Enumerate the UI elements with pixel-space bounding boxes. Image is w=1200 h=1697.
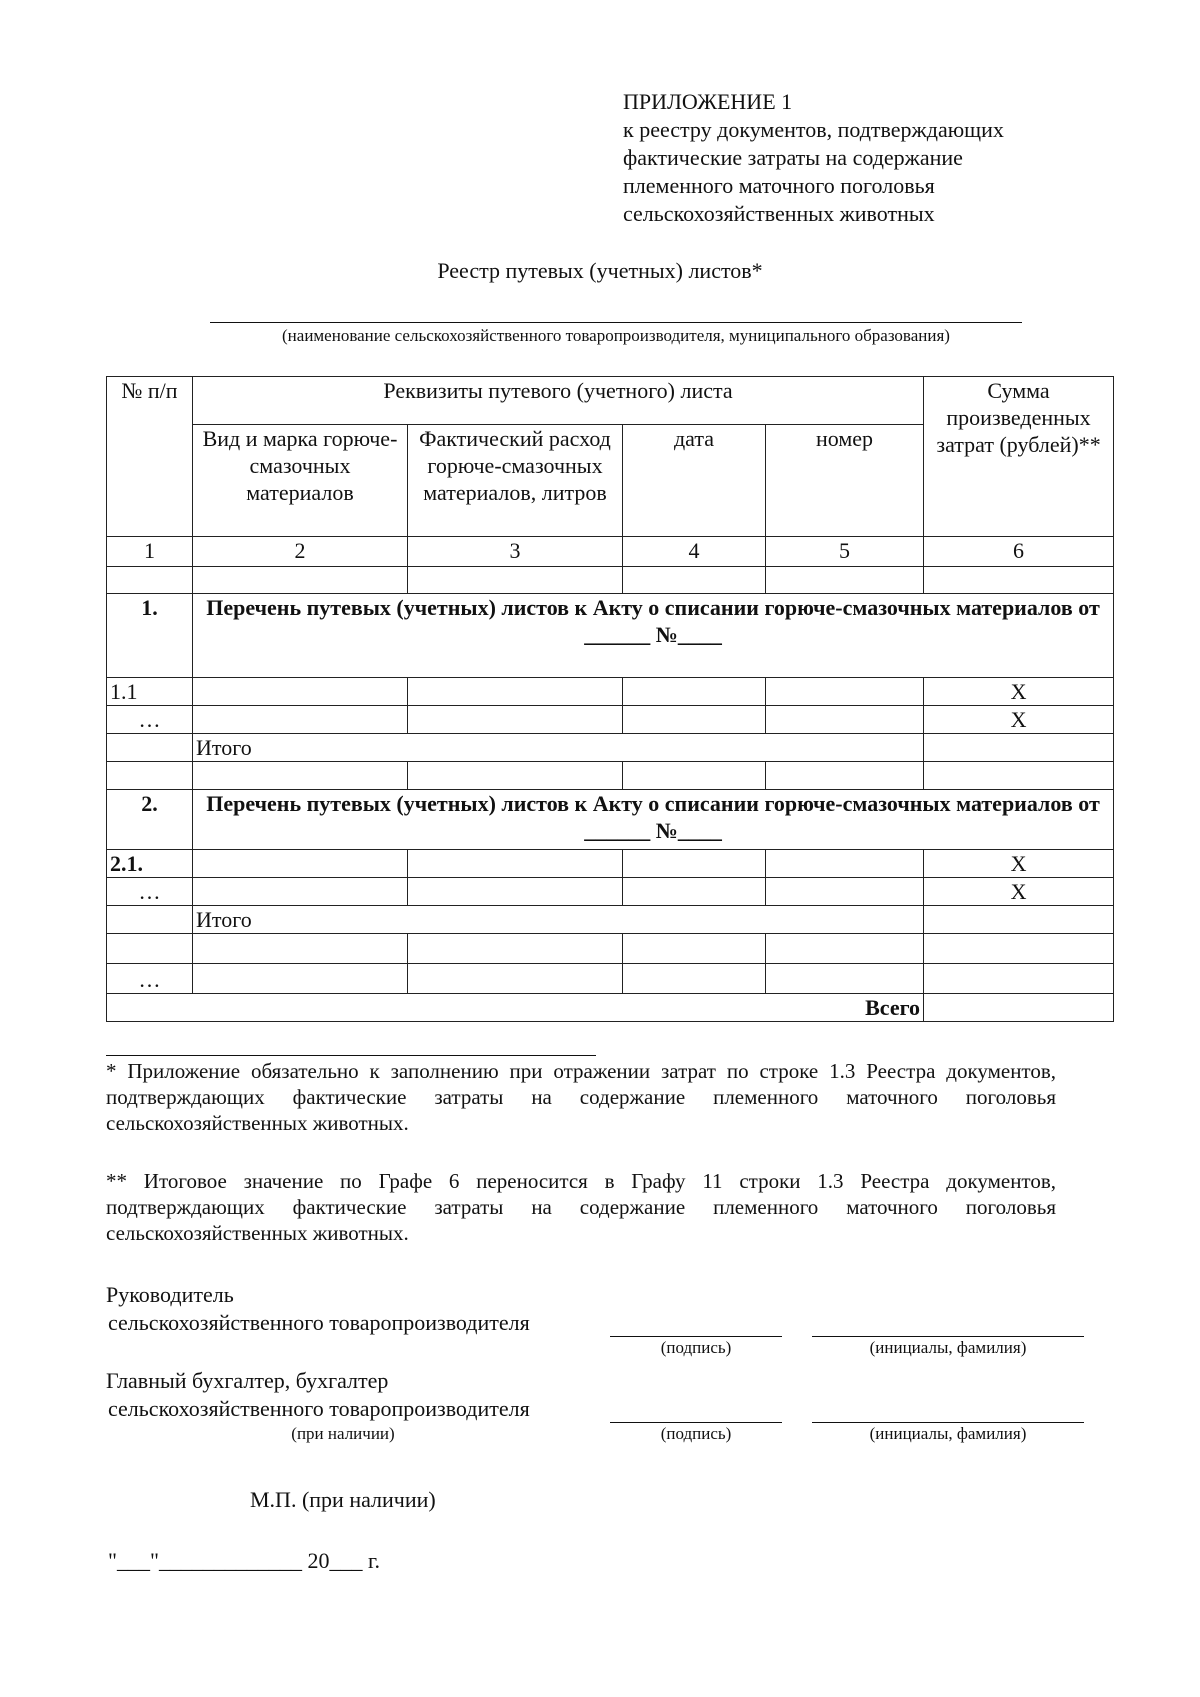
document-title: Реестр путевых (учетных) листов* [437, 258, 763, 283]
row-num: … [107, 964, 193, 994]
header-fuel-consumption: Фактический расход горюче-смазочных материалов, литров [408, 425, 623, 537]
head-name-caption: (инициалы, фамилия) [869, 1338, 1027, 1357]
table-row [107, 878, 1114, 906]
footnote-1: * Приложение обязательно к заполнению при отражении затрат по строке 1.3 Реестра документов, подтверждающих фактические затраты на содержание племенного маточного поголовья сельскохозяйственных животных. [106, 1059, 1056, 1135]
head-org-label: сельскохозяйственного товаропроизводителя [108, 1310, 530, 1335]
date-line: "___"_____________ 20___ г. [108, 1548, 381, 1573]
x-mark: Х [924, 878, 1114, 906]
stamp-placeholder: М.П. (при наличии) [250, 1487, 436, 1512]
subtotal-row [107, 906, 1114, 934]
header-sum: Сумма произведенных затрат (рублей)** [924, 377, 1114, 537]
subtotal-label: Итого [193, 734, 924, 762]
row-num: 2.1. [107, 850, 193, 878]
col-num-1: 1 [107, 537, 193, 567]
accountant-signature-line [610, 1422, 782, 1423]
row-num: … [107, 878, 193, 906]
annex-line: фактические затраты на содержание [623, 145, 963, 170]
accountant-org-label: сельскохозяйственного товаропроизводителя [108, 1396, 530, 1421]
accountant-name-line [812, 1422, 1084, 1423]
row-num: 1.1 [107, 678, 193, 706]
section-1-row [107, 594, 1114, 678]
section-2-row [107, 790, 1114, 850]
x-mark: Х [924, 706, 1114, 734]
row-num: … [107, 706, 193, 734]
annex-line: племенного маточного поголовья [623, 173, 935, 198]
table-row [107, 706, 1114, 734]
head-label: Руководитель [106, 1282, 234, 1307]
annex-header [623, 88, 1103, 228]
x-mark: Х [924, 850, 1114, 878]
section-2-title: Перечень путевых (учетных) листов к Акту о списании горюче-смазочных материалов от ______ №____ [193, 790, 1114, 850]
table-row [107, 567, 1114, 594]
accountant-note: (при наличии) [291, 1424, 395, 1443]
accountant-name-caption: (инициалы, фамилия) [869, 1424, 1027, 1443]
annex-line: к реестру документов, подтверждающих [623, 117, 1004, 142]
grand-total-label: Всего [107, 994, 924, 1022]
accountant-signature-caption: (подпись) [660, 1424, 732, 1443]
header-date: дата [623, 425, 766, 537]
annex-title: ПРИЛОЖЕНИЕ 1 [623, 89, 793, 114]
section-1-num: 1. [107, 594, 193, 678]
register-table [106, 376, 1114, 1022]
table-row [107, 850, 1114, 878]
grand-total-row [107, 994, 1114, 1022]
table-row [107, 762, 1114, 790]
accountant-label: Главный бухгалтер, бухгалтер [106, 1368, 389, 1393]
col-num-2: 2 [193, 537, 408, 567]
head-signature-line [610, 1336, 782, 1337]
org-name-line [210, 322, 1022, 323]
col-num-3: 3 [408, 537, 623, 567]
table-row [107, 934, 1114, 964]
table-row [107, 964, 1114, 994]
header-num: № п/п [107, 377, 193, 537]
table-row [107, 678, 1114, 706]
header-requisites: Реквизиты путевого (учетного) листа [193, 377, 924, 425]
col-num-6: 6 [924, 537, 1114, 567]
col-num-4: 4 [623, 537, 766, 567]
head-signature-caption: (подпись) [660, 1338, 732, 1357]
section-2-num: 2. [107, 790, 193, 850]
annex-line: сельскохозяйственных животных [623, 201, 935, 226]
header-row [107, 377, 1114, 425]
head-name-line [812, 1336, 1084, 1337]
org-name-caption: (наименование сельскохозяйственного товаропроизводителя, муниципального образования) [282, 326, 950, 345]
col-num-5: 5 [766, 537, 924, 567]
column-number-row [107, 537, 1114, 567]
subtotal-label: Итого [193, 906, 924, 934]
section-1-title: Перечень путевых (учетных) листов к Акту о списании горюче-смазочных материалов от ______ №____ [193, 594, 1114, 678]
subtotal-row [107, 734, 1114, 762]
header-fuel-type: Вид и марка горюче-смазочных материалов [193, 425, 408, 537]
footnote-divider [106, 1055, 596, 1056]
header-number: номер [766, 425, 924, 537]
x-mark: Х [924, 678, 1114, 706]
footnote-2: ** Итоговое значение по Графе 6 переносится в Графу 11 строки 1.3 Реестра документов, подтверждающих фактические затраты на содержание племенного маточного поголовья сельскохозяйственных животных. [106, 1169, 1056, 1245]
